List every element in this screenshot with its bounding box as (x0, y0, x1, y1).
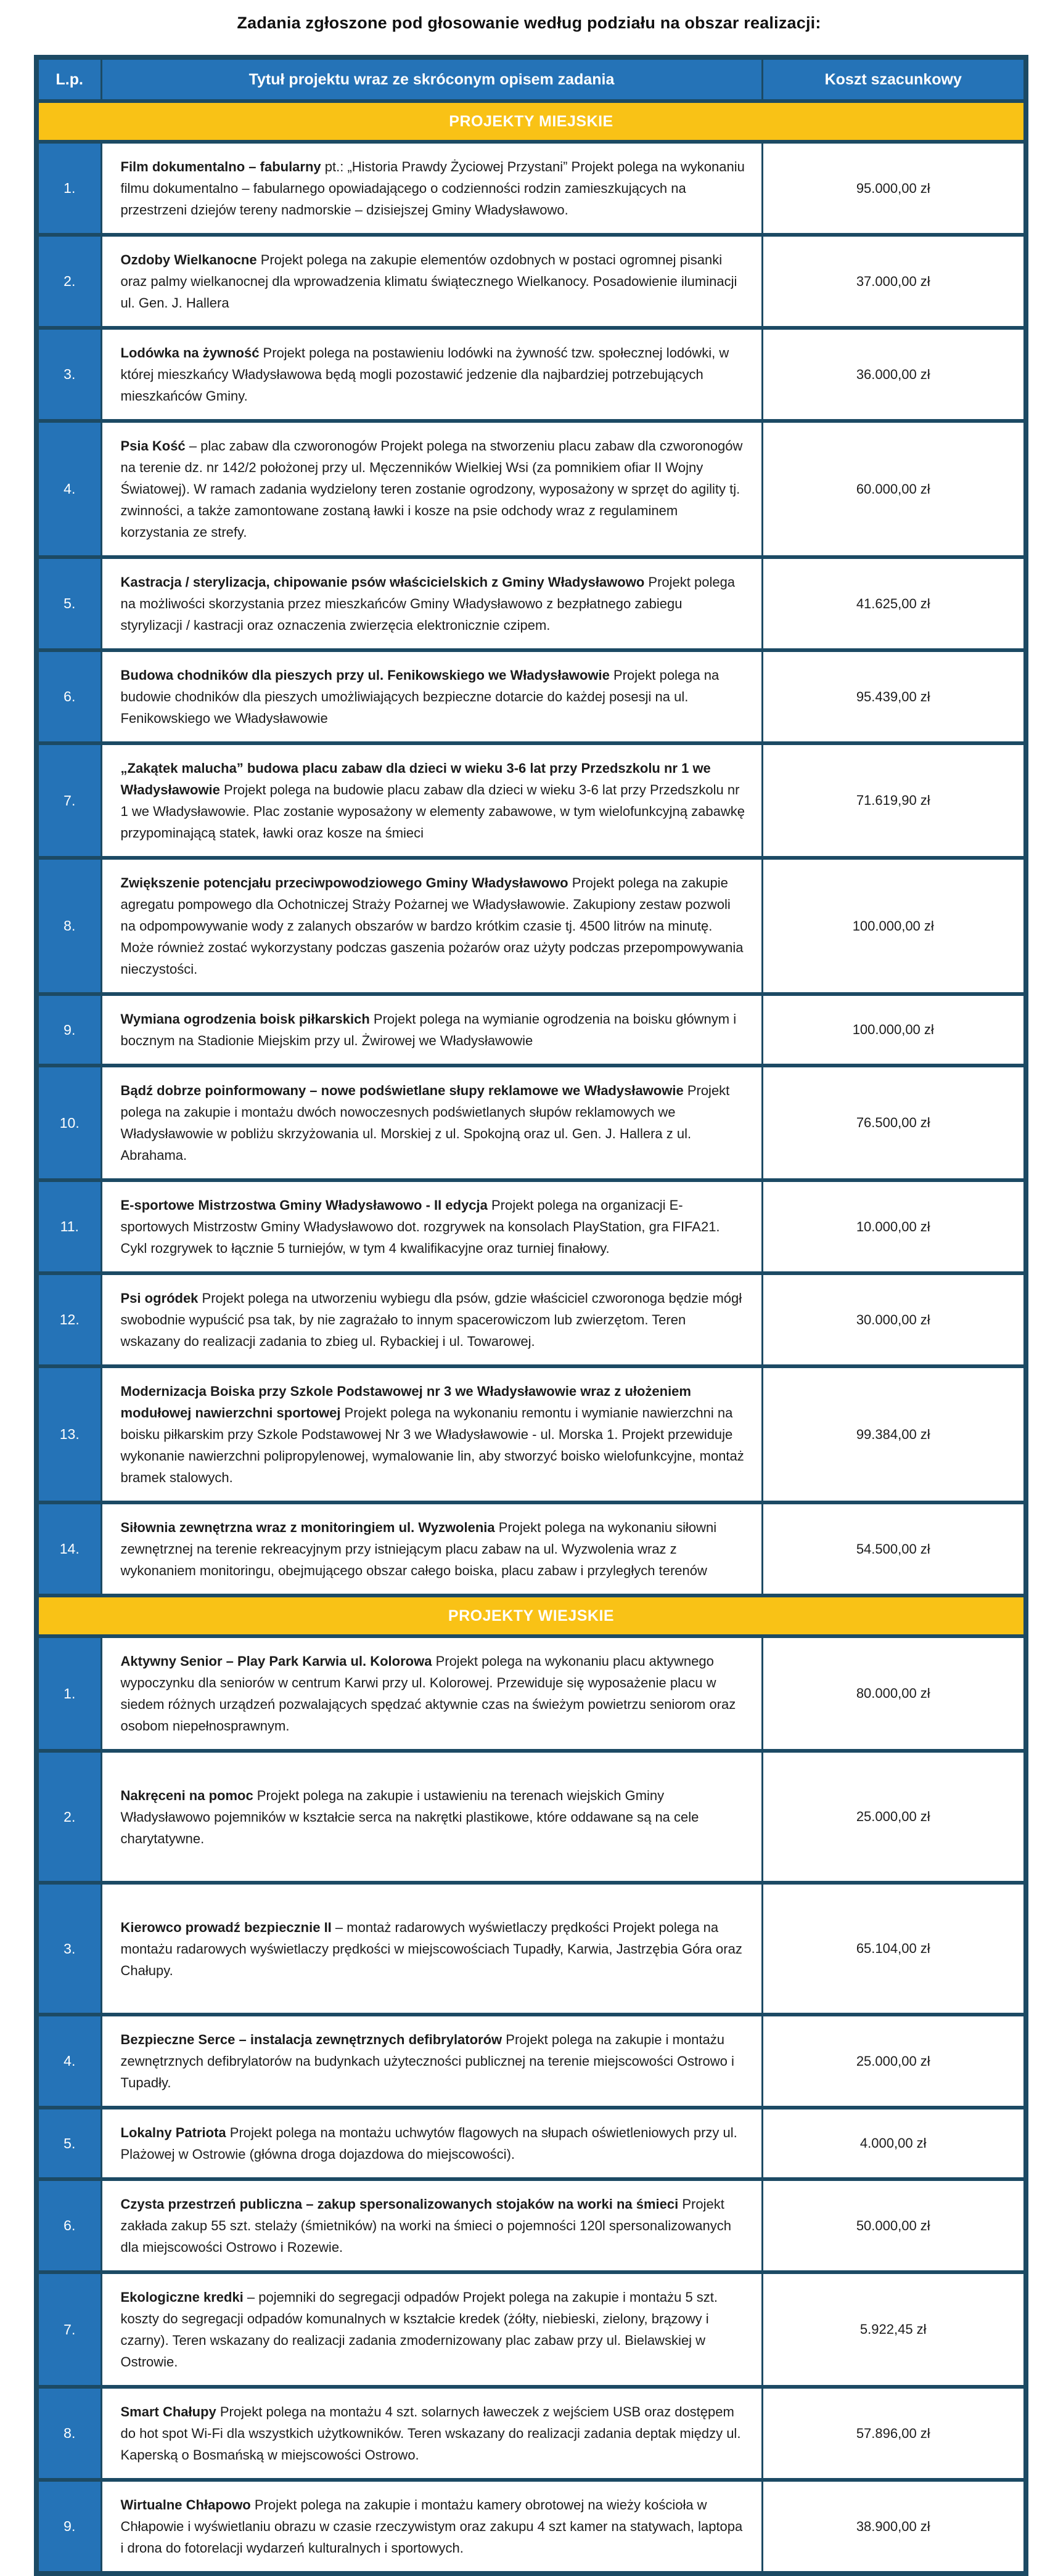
row-number-cell: 5. (36, 2108, 101, 2179)
estimated-cost: 57.896,00 zł (762, 2387, 1026, 2480)
project-description-cell (101, 1366, 762, 1502)
row-number-cell: 6. (36, 2179, 101, 2272)
estimated-cost: 95.000,00 zł (762, 142, 1026, 235)
project-description-cell (101, 2272, 762, 2387)
estimated-cost: 50.000,00 zł (762, 2179, 1026, 2272)
row-number-cell: 11. (36, 1180, 101, 1273)
estimated-cost: 25.000,00 zł (762, 1751, 1026, 1883)
estimated-cost: 71.619,90 zł (762, 743, 1026, 858)
project-description: Projekt polega na zakupie i montażu zewnętrznych defibrylatorów na budynkach użyteczności publicznej na terenie miejscowości Ostrowo i Tupadły. (120, 2032, 734, 2090)
project-description: Projekt polega na organizacji E-sportowych Mistrzostw Gminy Władysławowo dot. rozgrywek na konsolach PlayStation, gra FIFA21. Cykl rozgrywek to łącznie 5 turniejów, w tym 4 kwalifikacyjne oraz turniej finałowy. (120, 1197, 720, 1256)
project-description: – pojemniki do segregacji odpadów Projekt polega na zakupie i montażu 5 szt. koszty do segregacji odpadów komunalnych w kształcie kredek (żółty, niebieski, zielony, brązowy i czarny). Teren wskazany do realizacji zadania zmodernizowany plac zabaw przy ul. Bielawskiej w Ostrowie. (120, 2289, 718, 2370)
project-title: Smart Chałupy (120, 2404, 216, 2419)
project-title: Wymiana ogrodzenia boisk piłkarskich (120, 1011, 370, 1027)
project-description-cell (101, 1066, 762, 1180)
section-header-row (36, 101, 1026, 142)
project-description: Projekt polega na zakupie i montażu kamery obrotowej na wieży kościoła w Chłapowie i wyświetlaniu obrazu w czasie rzeczywistym oraz zakupu 4 szt kamer na statywach, laptopa i drona do fotorelacji wydarzeń kulturalnych i sportowych. (120, 2497, 743, 2556)
estimated-cost: 36.000,00 zł (762, 328, 1026, 421)
table-row (36, 1366, 1026, 1502)
header-row (36, 57, 1026, 101)
project-description: pt.: „Historia Prawdy Życiowej Przystani” Projekt polega na wykonaniu filmu dokumentalno – fabularnego opowiadającego o codzienności rodzin zamieszkujących na przestrzeni dziejów tereny nadmorskie – dzisiejszej Gminy Władysławowo. (120, 159, 745, 218)
project-title: Ozdoby Wielkanocne (120, 252, 257, 267)
table-row (36, 650, 1026, 743)
estimated-cost: 38.900,00 zł (762, 2480, 1026, 2574)
project-title: Aktywny Senior – Play Park Karwia ul. Kolorowa (120, 1653, 432, 1669)
project-description: – montaż radarowych wyświetlaczy prędkości Projekt polega na montażu radarowych wyświetlaczy prędkości w miejscowościach Tupadły, Karwia, Jastrzębia Góra oraz Chałupy. (120, 1919, 742, 1978)
table-row (36, 2387, 1026, 2480)
project-description-cell (101, 1502, 762, 1596)
row-number-cell: 13. (36, 1366, 101, 1502)
project-title: Ekologiczne kredki (120, 2289, 244, 2305)
project-description: Projekt polega na zakupie i ustawieniu na terenach wiejskich Gminy Władysławowo pojemników w kształcie serca na nakrętki plastikowe, które oddawane są na cele charytatywne. (120, 1787, 699, 1846)
estimated-cost: 100.000,00 zł (762, 994, 1026, 1066)
row-number-cell: 4. (36, 2015, 101, 2108)
row-number-cell: 5. (36, 557, 101, 650)
project-description-cell (101, 994, 762, 1066)
table-row (36, 2480, 1026, 2574)
estimated-cost: 76.500,00 zł (762, 1066, 1026, 1180)
project-description-cell (101, 421, 762, 557)
row-number-cell: 9. (36, 2480, 101, 2574)
table-row (36, 1883, 1026, 2015)
column-header-title: Tytuł projektu wraz ze skróconym opisem zadania (101, 57, 762, 101)
table-row (36, 1751, 1026, 1883)
section-header: PROJEKTY MIEJSKIE (36, 101, 1026, 142)
project-description-cell (101, 1883, 762, 2015)
section-header-row (36, 1596, 1026, 1636)
project-description: Projekt polega na budowie chodników dla pieszych umożliwiających bezpieczne dotarcie do każdej posesji na ul. Fenikowskiego we Władysławowie (120, 667, 720, 726)
row-number-cell: 3. (36, 1883, 101, 2015)
project-description-cell (101, 2179, 762, 2272)
table-row (36, 994, 1026, 1066)
project-description-cell (101, 2108, 762, 2179)
project-title: E-sportowe Mistrzostwa Gminy Władysławowo - II edycja (120, 1197, 488, 1213)
table-row (36, 1066, 1026, 1180)
project-title: Bądź dobrze poinformowany – nowe podświetlane słupy reklamowe we Władysławowie (120, 1083, 684, 1098)
project-description-cell (101, 142, 762, 235)
table-row (36, 1502, 1026, 1596)
estimated-cost: 10.000,00 zł (762, 1180, 1026, 1273)
row-number-cell: 8. (36, 2387, 101, 2480)
project-title: „Zakątek malucha” budowa placu zabaw dla dzieci w wieku 3-6 lat przy Przedszkolu nr 1 we Władysławowie (120, 760, 711, 797)
row-number-cell: 3. (36, 328, 101, 421)
project-description-cell (101, 1273, 762, 1366)
estimated-cost: 4.000,00 zł (762, 2108, 1026, 2179)
estimated-cost: 95.439,00 zł (762, 650, 1026, 743)
row-number-cell: 2. (36, 1751, 101, 1883)
project-description: Projekt polega na utworzeniu wybiegu dla psów, gdzie właściciel czworonoga będzie mógł swobodnie wypuścić psa tak, by nie zagrażało to innym spacerowiczom lub zwierzętom. Teren wskazany do realizacji zadania to zbieg ul. Rybackiej i ul. Towarowej. (120, 1290, 742, 1349)
estimated-cost: 37.000,00 zł (762, 235, 1026, 328)
project-description-cell (101, 557, 762, 650)
project-description-cell (101, 1636, 762, 1751)
section-header: PROJEKTY WIEJSKIE (36, 1596, 1026, 1636)
table-row (36, 2108, 1026, 2179)
table-row (36, 1273, 1026, 1366)
project-title: Nakręceni na pomoc (120, 1787, 253, 1803)
project-description: Projekt polega na wykonaniu placu aktywnego wypoczynku dla seniorów w centrum Karwi przy ul. Kolorowej. Przewiduje się wyposażenie placu w siedem różnych urządzeń pozwalających spędzać aktywnie czas na świeżym powietrzu seniorom oraz osobom niepełnosprawnym. (120, 1653, 736, 1734)
project-description: Projekt polega na montażu uchwytów flagowych na słupach oświetleniowych przy ul. Plażowej w Ostrowie (główna droga dojazdowa do miejscowości). (120, 2125, 737, 2162)
table-row (36, 421, 1026, 557)
project-title: Czysta przestrzeń publiczna – zakup spersonalizowanych stojaków na worki na śmieci (120, 2196, 679, 2212)
project-description-cell (101, 235, 762, 328)
project-description: Projekt polega na możliwości skorzystania przez mieszkańców Gminy Władysławowo z bezpłatnego zabiegu styrylizacji / kastracji oraz oznaczenia zwierzęcia elektronicznie czipem. (120, 574, 736, 633)
project-title: Siłownia zewnętrzna wraz z monitoringiem ul. Wyzwolenia (120, 1520, 495, 1535)
project-description-cell (101, 2387, 762, 2480)
column-header-lp: L.p. (36, 57, 101, 101)
project-description: Projekt polega na wykonaniu remontu i wymianie nawierzchni na boisku piłkarskim przy Szkole Podstawowej Nr 3 we Władysławowie - ul. Morska 1. Projekt przewiduje wykonanie nawierzchni polipropylenowej, wymalowanie lin, aby stworzyć boisko wielofunkcyjne, montaż bramek stalowych. (120, 1405, 744, 1485)
project-title: Psia Kość (120, 438, 186, 454)
project-description: Projekt polega na zakupie elementów ozdobnych w postaci ogromnej pisanki oraz palmy wielkanocnej dla wprowadzenia klimatu świątecznego Wielkanocy. Posadowienie iluminacji ul. Gen. J. Hallera (120, 252, 737, 311)
row-number-cell: 2. (36, 235, 101, 328)
project-description: Projekt polega na wykonaniu siłowni zewnętrznej na terenie rekreacyjnym przy istniejącym placu zabaw na ul. Wyzwolenia wraz z wykonaniem monitoringu, obejmującego obszar całego boiska, placu zabaw i przyległych terenów (120, 1520, 717, 1578)
table-row (36, 743, 1026, 858)
project-title: Psi ogródek (120, 1290, 199, 1306)
table-row (36, 328, 1026, 421)
project-title: Wirtualne Chłapowo (120, 2497, 251, 2513)
projects-table (34, 55, 1028, 2576)
estimated-cost: 99.384,00 zł (762, 1366, 1026, 1502)
row-number-cell: 8. (36, 858, 101, 994)
project-description: Projekt polega na wymianie ogrodzenia na boisku głównym i bocznym na Stadionie Miejskim przy ul. Żwirowej we Władysławowie (120, 1011, 737, 1048)
project-description-cell (101, 743, 762, 858)
project-title: Modernizacja Boiska przy Szkole Podstawowej nr 3 we Władysławowie wraz z ułożeniem modułowej nawierzchni sportowej (120, 1384, 691, 1420)
estimated-cost: 80.000,00 zł (762, 1636, 1026, 1751)
project-description-cell (101, 2480, 762, 2574)
project-description: Projekt polega na budowie placu zabaw dla dzieci w wieku 3-6 lat przy Przedszkolu nr 1 we Władysławowie. Plac zostanie wyposażony w elementy zabawowe, w tym wielofunkcyjną zabawkę przypominającą statek, ławki oraz kosze na śmieci (120, 782, 745, 841)
estimated-cost: 5.922,45 zł (762, 2272, 1026, 2387)
row-number-cell: 7. (36, 2272, 101, 2387)
project-description-cell (101, 2015, 762, 2108)
row-number-cell: 14. (36, 1502, 101, 1596)
project-description: Projekt zakłada zakup 55 szt. stelaży (śmietników) na worki na śmieci o pojemności 120l spersonalizowanych dla miejscowości Ostrowo i Rozewie. (120, 2196, 731, 2255)
page-title: Zadania zgłoszone pod głosowanie według podziału na obszar realizacji: (237, 14, 821, 32)
table-row (36, 1180, 1026, 1273)
project-title: Kastracja / sterylizacja, chipowanie psów właścicielskich z Gminy Władysławowo (120, 574, 645, 590)
project-description: Projekt polega na postawieniu lodówki na żywność tzw. społecznej lodówki, w której mieszkańcy Władysławowa będą mogli pozostawić jedzenie dla najbardziej potrzebujących mieszkańców Gminy. (120, 345, 729, 404)
table-row (36, 2015, 1026, 2108)
project-description: – plac zabaw dla czworonogów Projekt polega na stworzeniu placu zabaw dla czworonogów na terenie dz. nr 142/2 położonej przy ul. Męczenników Wielkiej Wsi (za pomnikiem ofiar II Wojny Światowej). W ramach zadania wydzielony teren zostanie ogrodzony, wyposażony w sprzęt do agility tj. zwinności, a także zamontowane zostaną ławki i kosze na psie odchody wraz z regulaminem korzystania ze strefy. (120, 438, 743, 540)
project-description: Projekt polega na montażu 4 szt. solarnych ławeczek z wejściem USB oraz dostępem do hot spot Wi-Fi dla wszystkich użytkowników. Teren wskazany do realizacji zadania deptak między ul. Kaperską o Bosmańską w miejscowości Ostrowo. (120, 2404, 741, 2463)
table-row (36, 2272, 1026, 2387)
table-section (36, 101, 1026, 1596)
project-title: Budowa chodników dla pieszych przy ul. Fenikowskiego we Władysławowie (120, 667, 610, 683)
estimated-cost: 60.000,00 zł (762, 421, 1026, 557)
table-row (36, 235, 1026, 328)
project-title: Film dokumentalno – fabularny (120, 159, 321, 174)
table-row (36, 142, 1026, 235)
estimated-cost: 41.625,00 zł (762, 557, 1026, 650)
project-title: Zwiększenie potencjału przeciwpowodziowego Gminy Władysławowo (120, 875, 568, 891)
row-number-cell: 4. (36, 421, 101, 557)
project-description: Projekt polega na zakupie i montażu dwóch nowoczesnych podświetlanych słupów reklamowych we Władysławowie w pobliżu skrzyżowania ul. Morskiej z ul. Spokojną oraz ul. Gen. J. Hallera z ul. Abrahama. (120, 1083, 730, 1163)
project-description-cell (101, 858, 762, 994)
row-number-cell: 1. (36, 1636, 101, 1751)
table-row (36, 2179, 1026, 2272)
table-header (36, 57, 1026, 101)
project-description-cell (101, 650, 762, 743)
project-description: Projekt polega na zakupie agregatu pompowego dla Ochotniczej Straży Pożarnej we Władysławowie. Zakupiony zestaw pozwoli na odpompowywanie wody z zalanych obszarów w bardzo krótkim czasie tj. 4500 litrów na minutę. Może również zostać wykorzystany podczas gaszenia pożarów oraz użyty podczas przepompowywania nieczystości. (120, 875, 744, 977)
estimated-cost: 54.500,00 zł (762, 1502, 1026, 1596)
project-title: Bezpieczne Serce – instalacja zewnętrznych defibrylatorów (120, 2032, 502, 2047)
project-description-cell (101, 328, 762, 421)
row-number-cell: 9. (36, 994, 101, 1066)
project-title: Lokalny Patriota (120, 2125, 226, 2140)
row-number-cell: 1. (36, 142, 101, 235)
estimated-cost: 30.000,00 zł (762, 1273, 1026, 1366)
project-description-cell (101, 1180, 762, 1273)
row-number-cell: 10. (36, 1066, 101, 1180)
table-row (36, 858, 1026, 994)
project-title: Lodówka na żywność (120, 345, 260, 361)
table-section (36, 1596, 1026, 2574)
row-number-cell: 7. (36, 743, 101, 858)
row-number-cell: 6. (36, 650, 101, 743)
table-row (36, 1636, 1026, 1751)
row-number-cell: 12. (36, 1273, 101, 1366)
estimated-cost: 100.000,00 zł (762, 858, 1026, 994)
column-header-cost: Koszt szacunkowy (762, 57, 1026, 101)
table-row (36, 557, 1026, 650)
estimated-cost: 25.000,00 zł (762, 2015, 1026, 2108)
project-description-cell (101, 1751, 762, 1883)
project-title: Kierowco prowadź bezpiecznie II (120, 1919, 332, 1935)
estimated-cost: 65.104,00 zł (762, 1883, 1026, 2015)
